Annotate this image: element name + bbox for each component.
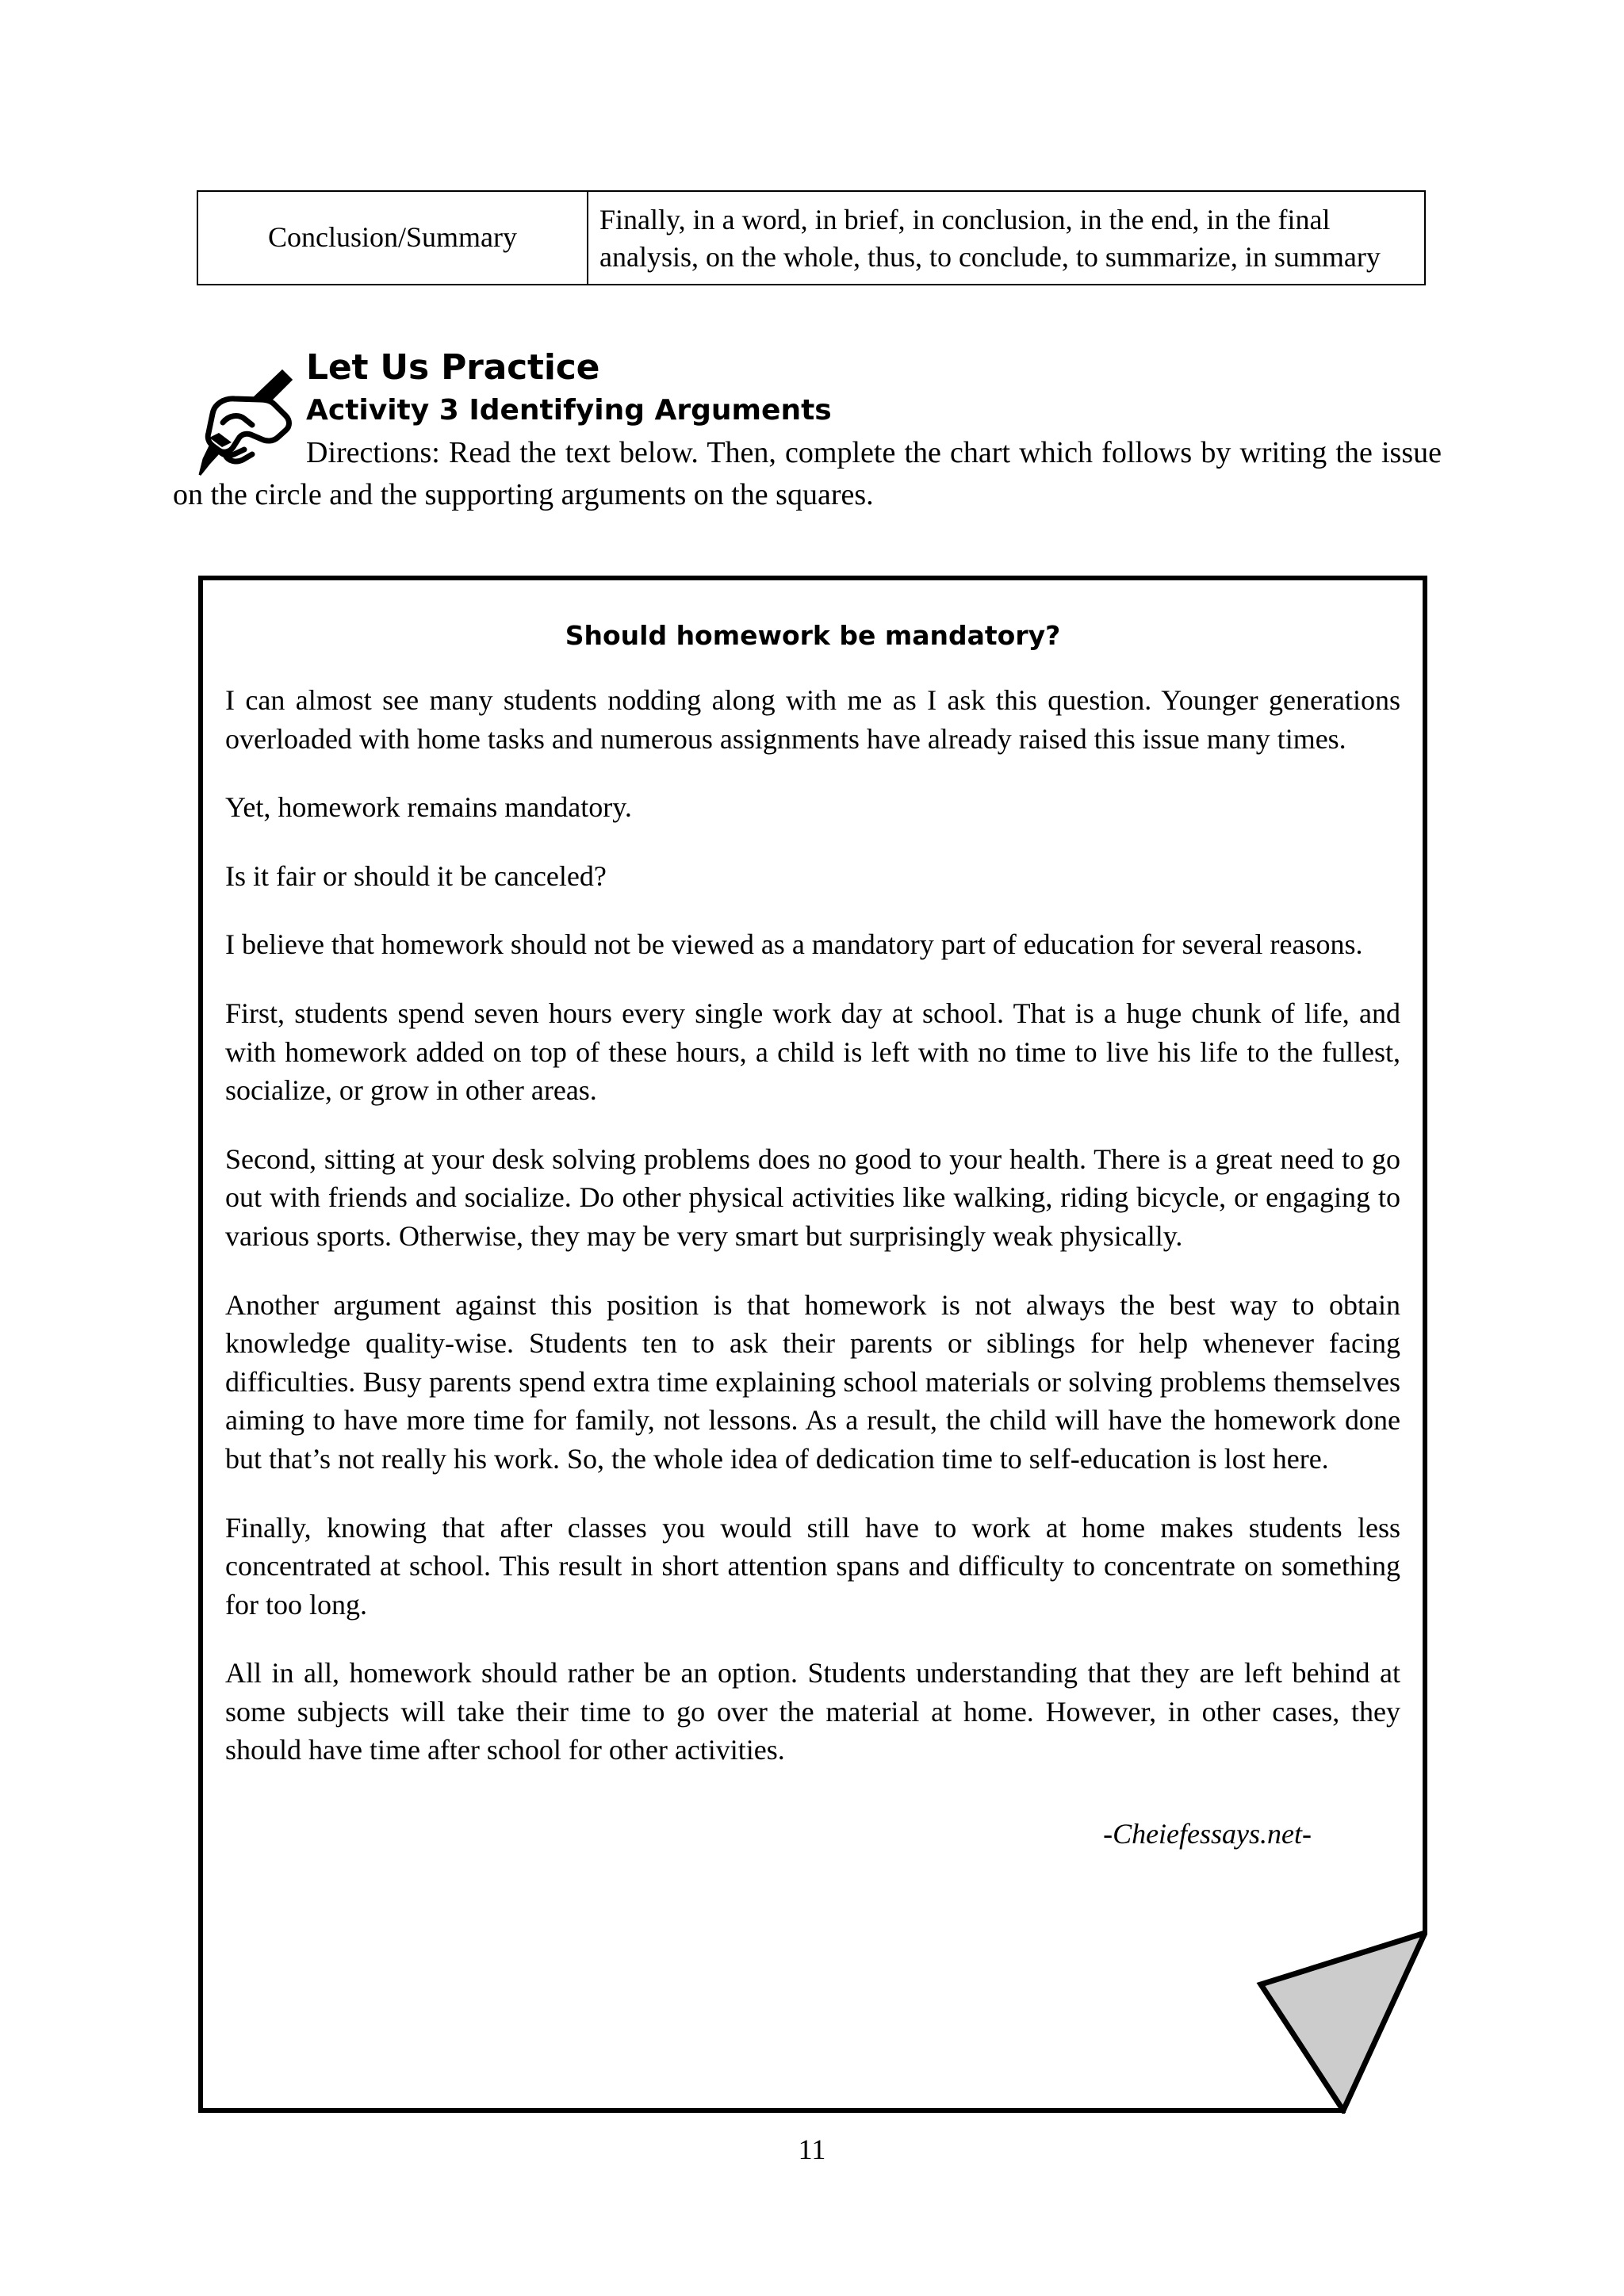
activity-directions: Directions: Read the text below. Then, complete the chart which follows by writing the issue on the circle and the supporting arguments on the squares.: [173, 436, 1442, 511]
table-body: [197, 191, 1425, 285]
reading-paragraph: Is it fair or should it be canceled?: [225, 859, 607, 892]
reading-passage-title: Should homework be mandatory?: [565, 620, 1061, 651]
reading-paragraph: I can almost see many students nodding along with me as I ask this question. Younger generations overloaded with home tasks and numerous assignments have already raised this issue many times.: [225, 684, 1400, 755]
table-cell-category-label: Conclusion/Summary: [197, 191, 588, 285]
reading-paragraph: Finally, knowing that after classes you would still have to work at home makes students less concentrated at school. This result in short attention spans and difficulty to concentrate on something for too long.: [225, 1511, 1400, 1621]
reading-paragraph: Second, sitting at your desk solving problems does no good to your health. There is a great need to go out with friends and socialize. Do other physical activities like walking, riding bicycle, or engaging to various sports. Otherwise, they may be very smart but surprisingly weak physically.: [225, 1142, 1400, 1252]
reading-paragraph: Another argument against this position is that homework is not always the best way to obtain knowledge quality-wise. Students ten to ask their parents or siblings for help whenever facing difficulties. Busy parents spend extra time explaining school materials or solving problems themselves aiming to have more time for family, not lessons. As a result, the child will have the homework done but that’s not really his work. So, the whole idea of dedication time to self-education is lost here.: [225, 1288, 1400, 1475]
page-title: Let Us Practice: [306, 347, 600, 388]
reading-paragraph: First, students spend seven hours every single work day at school. That is a huge chunk of life, and with homework added on top of these hours, a child is left with no time to live his life to the fullest, socialize, or grow in other areas.: [225, 997, 1400, 1107]
reading-paragraph: Yet, homework remains mandatory.: [225, 791, 632, 824]
transition-signals-table: [197, 190, 1426, 285]
table-cell-transition-words: Finally, in a word, in brief, in conclusion, in the end, in the final analysis, on the whole, thus, to conclude, to summarize, in summary: [588, 191, 1425, 285]
reading-passage-content: [225, 603, 1400, 1850]
table-row: [197, 191, 1425, 285]
reading-paragraph: All in all, homework should rather be an option. Students understanding that they are left behind at some subjects will take their time to go over the material at home. However, in other cases, they should have time after school for other activities.: [225, 1657, 1400, 1766]
hand-writing-pencil-icon-glyph: [178, 366, 297, 493]
hand-writing-pencil-icon: [178, 366, 297, 493]
activity-subtitle: Activity 3 Identifying Arguments: [306, 393, 832, 427]
let-us-practice-section: [173, 349, 1442, 545]
reading-paragraph: I believe that homework should not be viewed as a mandatory part of education for several reasons.: [225, 928, 1363, 961]
page-number: 11: [798, 2133, 826, 2165]
reading-passage-box: [198, 576, 1427, 2114]
source-attribution: -Cheiefessays.net-: [1103, 1818, 1312, 1850]
